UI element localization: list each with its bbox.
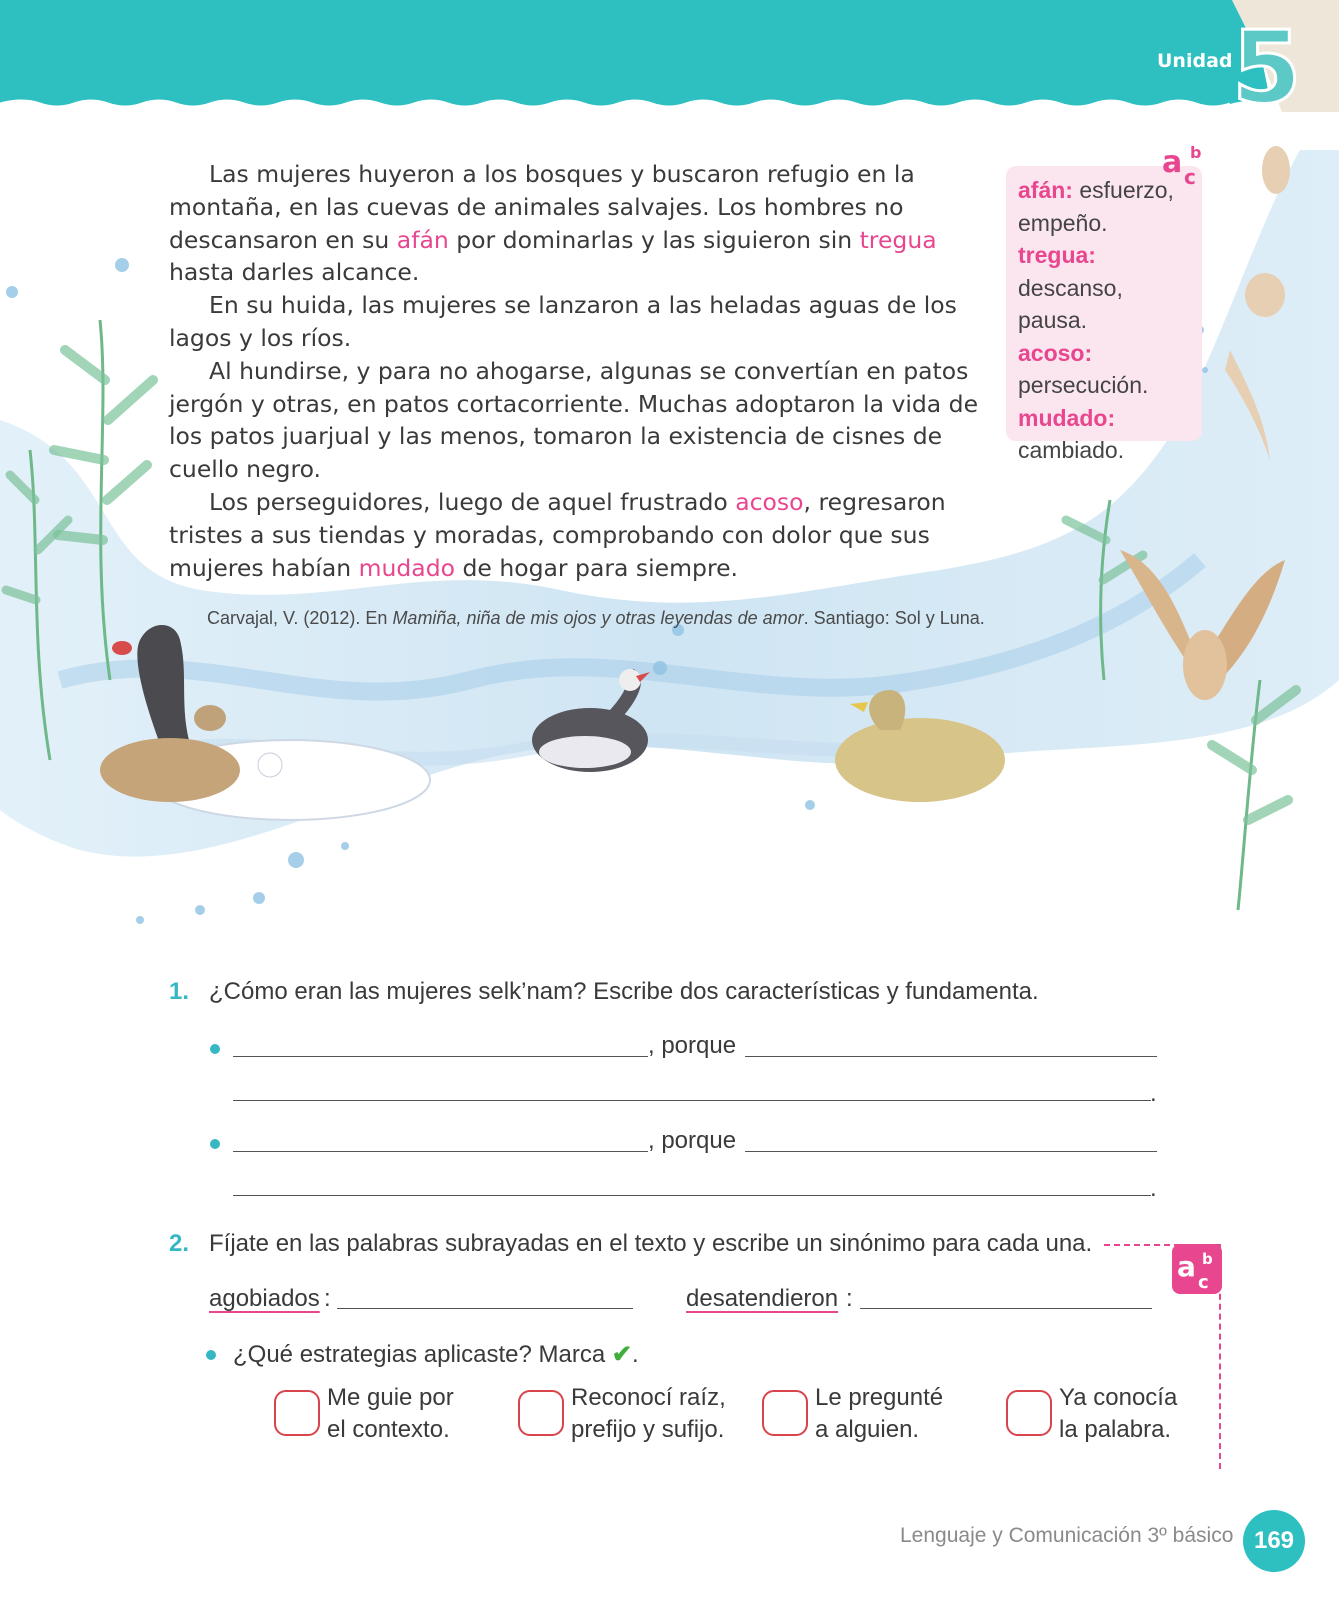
answer-line-2c[interactable] <box>233 1195 1151 1196</box>
unit-number: 5 <box>1232 9 1302 126</box>
glossary-entry: afán: esfuerzo, empeño. <box>1018 177 1174 236</box>
abc-icon <box>1172 1244 1222 1294</box>
option-root-label: Reconocí raíz, prefijo y sufijo. <box>571 1384 726 1443</box>
highlight-mudado: mudado <box>358 553 456 582</box>
abc-icon <box>1160 142 1208 190</box>
bullet <box>206 1350 216 1360</box>
question-1-number: 1. <box>169 978 190 1005</box>
unit-label: Unidad <box>1157 50 1233 72</box>
check-icon: ✔ <box>611 1341 632 1368</box>
glossary-box <box>1006 166 1202 463</box>
bullet <box>210 1139 220 1149</box>
option-knew-label: Ya conocía la palabra. <box>1059 1384 1178 1443</box>
paragraph-4: Los perseguidores, luego de aquel frustrado acoso, regresaron tristes a sus tiendas y moradas, comprobando con dolor que sus mujeres habían mudado de hogar para siempre. <box>169 487 946 582</box>
checkbox-context[interactable] <box>274 1390 320 1436</box>
answer-line-1c[interactable] <box>233 1100 1151 1101</box>
svg-text:b: b <box>1202 1250 1213 1268</box>
answer-line-2b[interactable] <box>745 1151 1157 1152</box>
glossary-entry: mudado: cambiado. <box>1018 404 1125 463</box>
colon: : <box>324 1285 331 1312</box>
svg-text:c: c <box>1198 1272 1209 1293</box>
period: . <box>1150 1175 1157 1202</box>
answer-line-1a[interactable] <box>233 1056 648 1057</box>
reading-text <box>169 158 989 584</box>
question-1-text: ¿Cómo eran las mujeres selk’nam? Escribe dos características y fundamenta. <box>209 978 1039 1005</box>
synonym-line-agobiados[interactable] <box>337 1308 633 1309</box>
paragraph-1: Las mujeres huyeron a los bosques y buscaron refugio en la montaña, en las cuevas de animales salvajes. Los hombres no descansaron en su afán por dominarlas y las siguieron sin tregua hasta darles alcance. <box>169 160 937 287</box>
highlight-afan: afán <box>396 225 449 254</box>
book-title: Lenguaje y Comunicación 3º básico <box>900 1524 1234 1547</box>
header-band <box>0 0 1339 126</box>
synonym-line-desatendieron[interactable] <box>860 1308 1152 1309</box>
glossary-entry: tregua: descanso, pausa. <box>1018 242 1123 333</box>
porque-label: , porque <box>648 1127 737 1154</box>
question-2-text: Fíjate en las palabras subrayadas en el texto y escribe un sinónimo para cada una. <box>209 1230 1093 1257</box>
question-2-number: 2. <box>169 1230 190 1257</box>
answer-line-1b[interactable] <box>745 1056 1157 1057</box>
word-agobiados: agobiados <box>209 1285 320 1312</box>
glossary-entry: acoso: persecución. <box>1018 339 1149 398</box>
colon: : <box>846 1285 853 1312</box>
period: . <box>1150 1080 1157 1107</box>
page-number: 169 <box>1243 1510 1305 1572</box>
bullet <box>210 1044 220 1054</box>
strategy-prompt: ¿Qué estrategias aplicaste? Marca ✔. <box>233 1341 639 1368</box>
checkbox-knew-word[interactable] <box>1006 1390 1052 1436</box>
svg-text:c: c <box>1184 165 1196 189</box>
porque-label: , porque <box>648 1032 737 1059</box>
checkbox-asked-someone[interactable] <box>762 1390 808 1436</box>
paragraph-2: En su huida, las mujeres se lanzaron a las heladas aguas de los lagos y los ríos. <box>169 291 957 352</box>
svg-text:a: a <box>1177 1250 1196 1283</box>
paragraph-3: Al hundirse, y para no ahogarse, algunas se convertían en patos jergón y otras, en patos cortacorriente. Muchas adoptaron la vida de los patos juarjual y las menos, tomaron la existencia de cisnes de cuello negro. <box>169 356 979 484</box>
highlight-tregua: tregua <box>859 225 937 254</box>
word-desatendieron: desatendieron <box>686 1285 839 1312</box>
option-asked-label: Le pregunté a alguien. <box>815 1384 944 1443</box>
highlight-acoso: acoso <box>735 487 804 516</box>
svg-text:b: b <box>1190 143 1202 162</box>
option-context-label: Me guie por el contexto. <box>327 1384 454 1443</box>
answer-line-2a[interactable] <box>233 1151 648 1152</box>
svg-text:a: a <box>1162 145 1183 180</box>
checkbox-root-prefix-suffix[interactable] <box>518 1390 564 1436</box>
citation: Carvajal, V. (2012). En Mamiña, niña de mis ojos y otras leyendas de amor. Santiago: Sol y Luna. <box>207 608 985 628</box>
